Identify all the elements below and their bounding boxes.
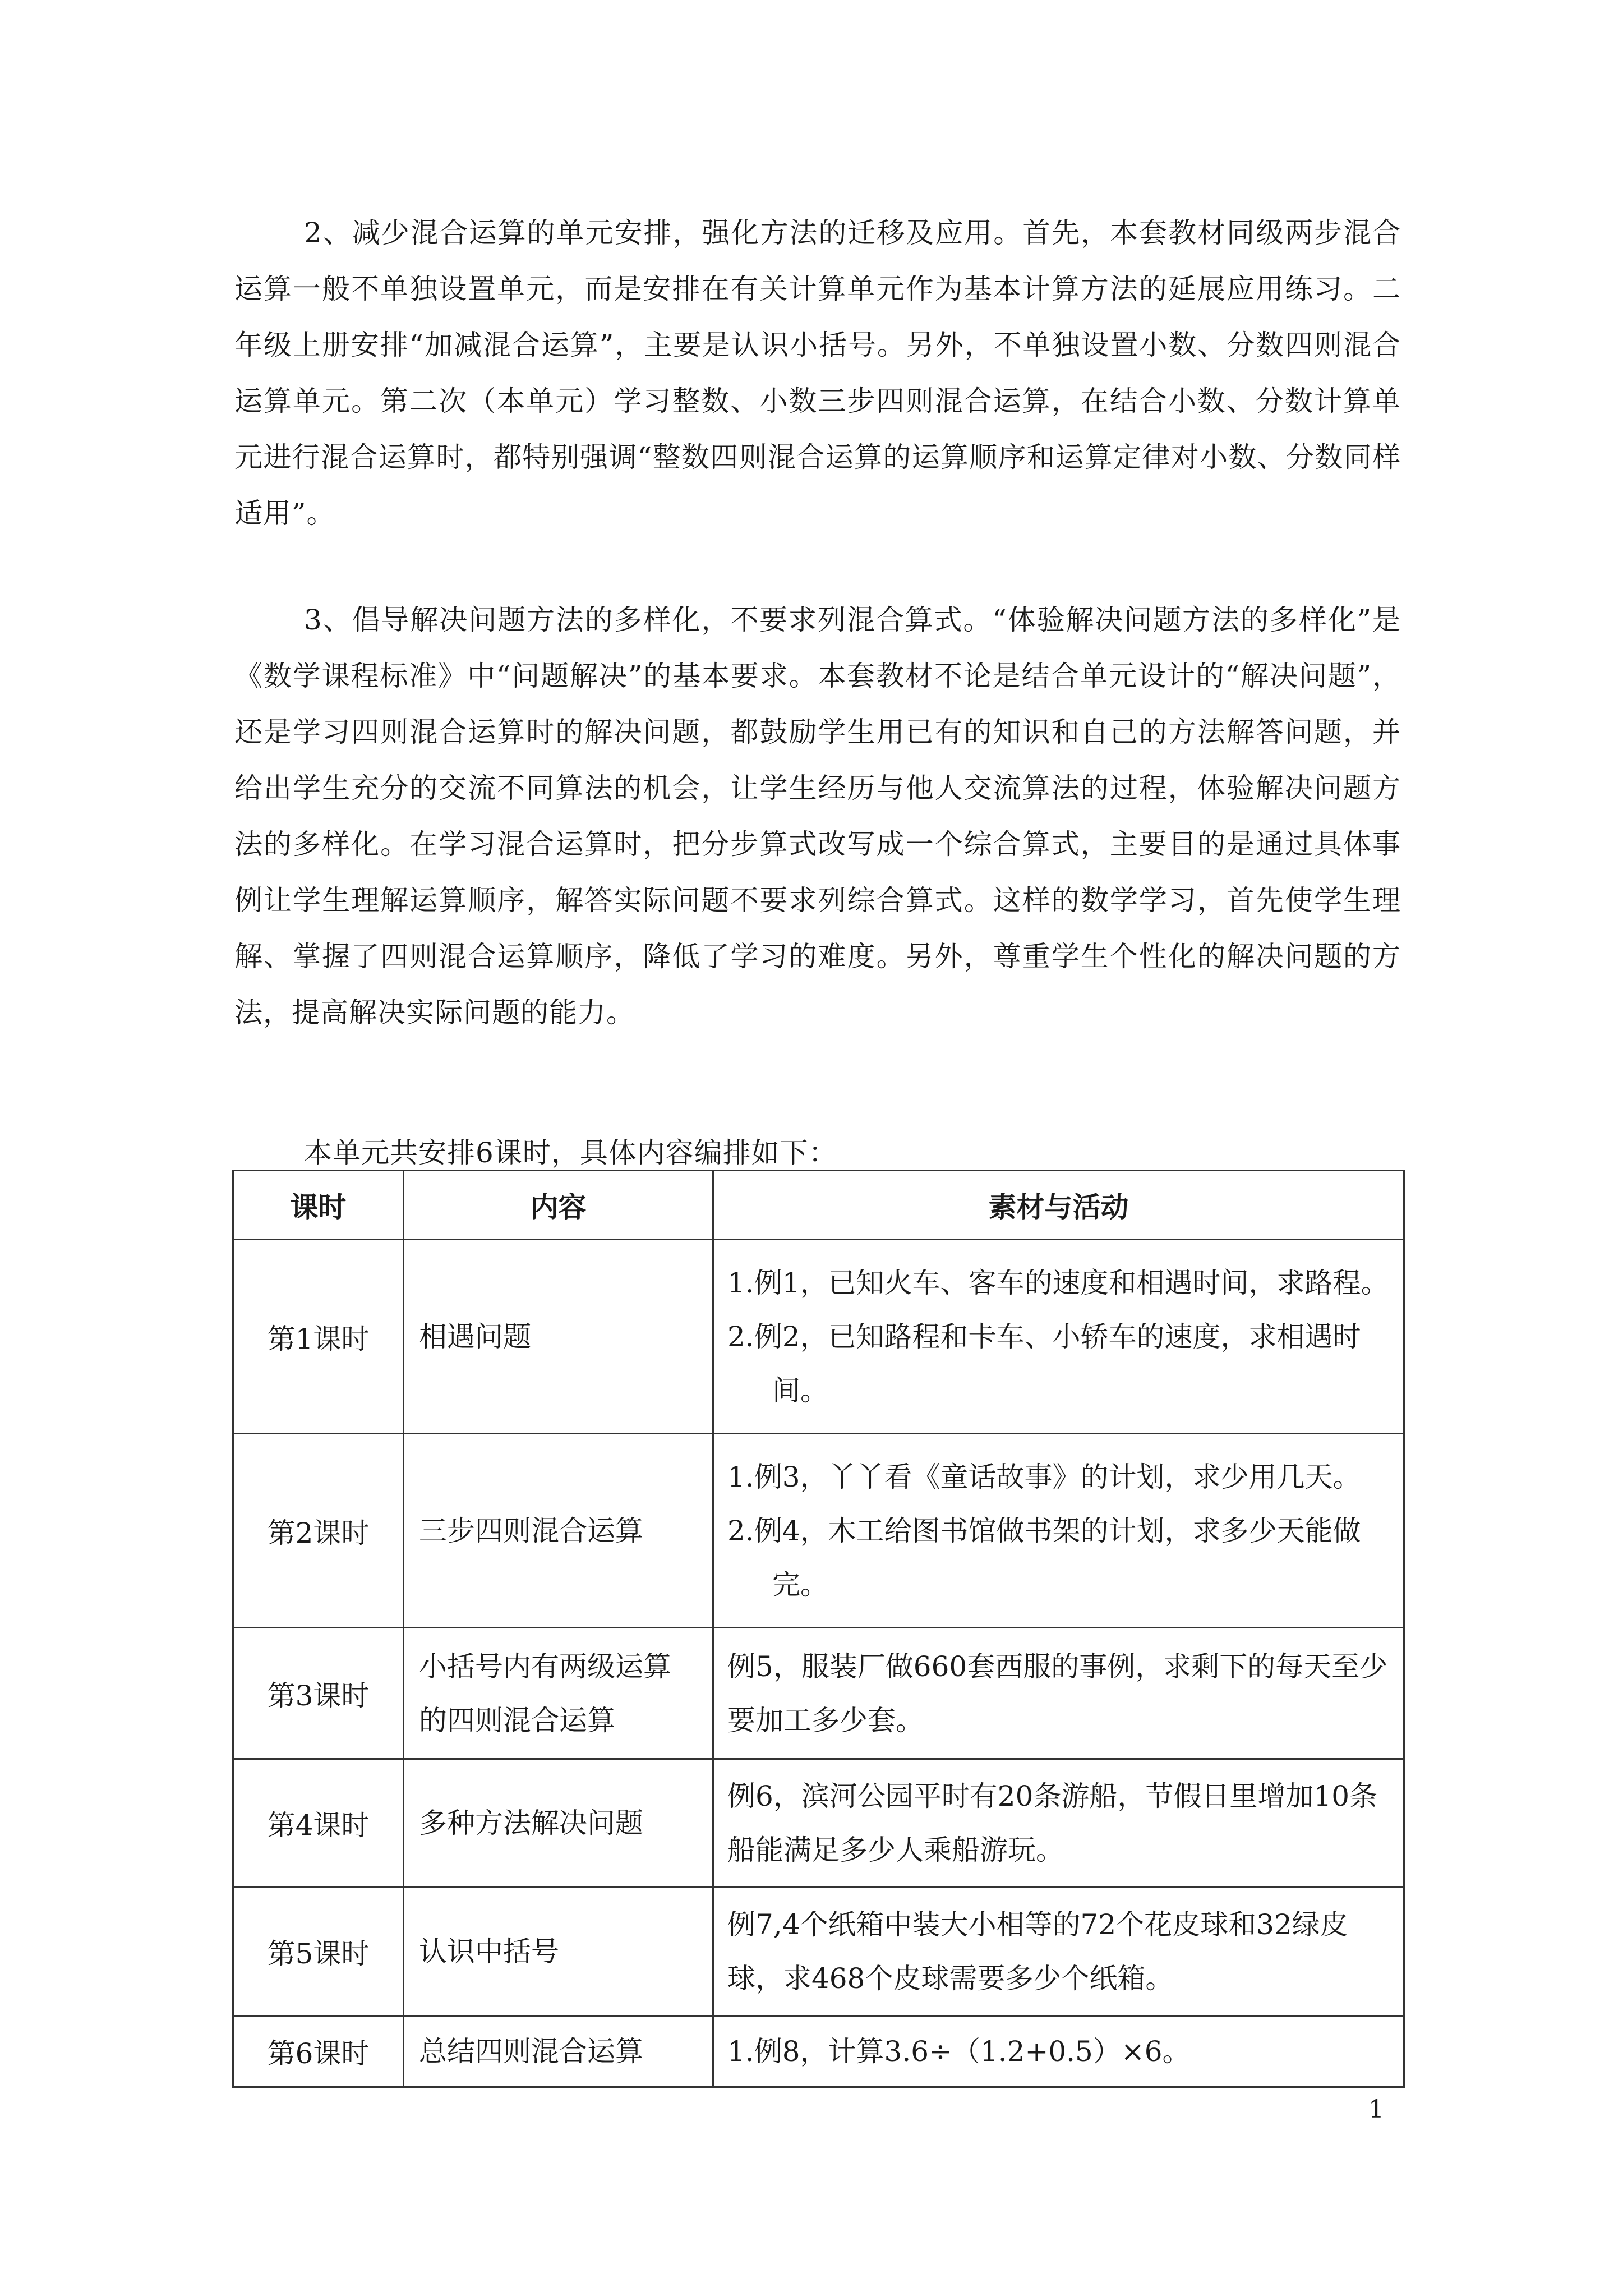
activities-cell <box>713 1434 1404 1628</box>
table-row <box>233 1240 1404 1434</box>
table-row <box>233 1434 1404 1628</box>
activity-item: 例7,4个纸箱中装大小相等的72个花皮球和32绿皮球，求468个皮球需要多少个纸箱。 <box>727 1908 1348 1995</box>
activity-item: 2.例2，已知路程和卡车、小轿车的速度，求相遇时间。 <box>727 1320 1361 1407</box>
table-row <box>233 1759 1404 1887</box>
paragraph-point-3: 3、倡导解决问题方法的多样化，不要求列混合算式。“体验解决问题方法的多样化”是《数学课程标准》中“问题解决”的基本要求。本套教材不论是结合单元设计的“解决问题”，还是学习四则混合运算时的解决问题，都鼓励学生用已有的知识和自己的方法解答问题，并给出学生充分的交流不同算法的机会，让学生经历与他人交流算法的过程，体验解决问题方法的多样化。在学习混合运算时，把分步算式改写成一个综合算式，主要目的是通过具体事例让学生理解运算顺序，解答实际问题不要求列综合算式。这样的数学学习，首先使学生理解、掌握了四则混合运算顺序，降低了学习的难度。另外，尊重学生个性化的解决问题的方法，提高解决实际问题的能力。 <box>234 604 1401 1029</box>
lesson-cell: 第4课时 <box>233 1759 404 1887</box>
lesson-schedule-table <box>232 1170 1405 2088</box>
table-row <box>233 1887 1404 2016</box>
paragraph-point-2: 2、减少混合运算的单元安排，强化方法的迁移及应用。首先，本套教材同级两步混合运算一般不单独设置单元，而是安排在有关计算单元作为基本计算方法的延展应用练习。二年级上册安排“加减混合运算”，主要是认识小括号。另外，不单独设置小数、分数四则混合运算单元。第二次（本单元）学习整数、小数三步四则混合运算，在结合小数、分数计算单元进行混合运算时，都特别强调“整数四则混合运算的运算顺序和运算定律对小数、分数同样适用”。 <box>234 217 1401 530</box>
activity-item: 2.例4，木工给图书馆做书架的计划，求多少天能做完。 <box>727 1514 1361 1601</box>
header-content: 内容 <box>404 1171 713 1240</box>
content-cell: 认识中括号 <box>404 1887 713 2016</box>
activity-item: 例5，服装厂做660套西服的事例，求剩下的每天至少要加工多少套。 <box>727 1650 1388 1737</box>
content-cell: 小括号内有两级运算的四则混合运算 <box>404 1628 713 1759</box>
activities-cell <box>713 2016 1404 2087</box>
lesson-cell: 第1课时 <box>233 1240 404 1434</box>
lesson-cell: 第6课时 <box>233 2016 404 2087</box>
activity-item: 1.例1，已知火车、客车的速度和相遇时间，求路程。 <box>727 1266 1389 1299</box>
table-row <box>233 1628 1404 1759</box>
page-number: 1 <box>1368 2095 1384 2124</box>
table-header-row <box>233 1171 1404 1240</box>
header-activities: 素材与活动 <box>713 1171 1404 1240</box>
table-row <box>233 2016 1404 2087</box>
activities-cell <box>713 1887 1404 2016</box>
header-lesson: 课时 <box>233 1171 404 1240</box>
activities-cell <box>713 1628 1404 1759</box>
activities-cell <box>713 1759 1404 1887</box>
activity-item: 1.例8，计算3.6÷（1.2+0.5）×6。 <box>727 2035 1191 2068</box>
lesson-cell: 第2课时 <box>233 1434 404 1628</box>
lesson-cell: 第3课时 <box>233 1628 404 1759</box>
table-intro-text: 本单元共安排6课时，具体内容编排如下： <box>304 1137 837 1169</box>
content-cell: 相遇问题 <box>404 1240 713 1434</box>
activity-item: 例6，滨河公园平时有20条游船，节假日里增加10条船能满足多少人乘船游玩。 <box>727 1779 1378 1866</box>
activity-item: 1.例3，丫丫看《童话故事》的计划，求少用几天。 <box>727 1460 1361 1493</box>
content-cell: 多种方法解决问题 <box>404 1759 713 1887</box>
content-cell: 总结四则混合运算 <box>404 2016 713 2087</box>
activities-cell <box>713 1240 1404 1434</box>
lesson-cell: 第5课时 <box>233 1887 404 2016</box>
content-cell: 三步四则混合运算 <box>404 1434 713 1628</box>
